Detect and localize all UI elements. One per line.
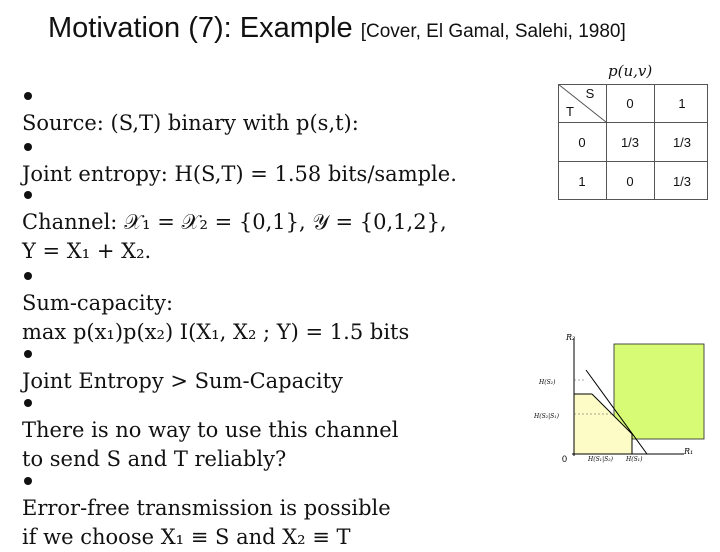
joint-distribution-table xyxy=(558,60,708,210)
bullet-source xyxy=(22,80,359,138)
bullet-dot xyxy=(24,191,32,199)
bullet-line: Sum-capacity: xyxy=(22,291,174,315)
bullet-channel xyxy=(22,179,447,266)
table-cell: 0 xyxy=(626,174,634,189)
rate-region-svg xyxy=(534,328,714,468)
bullet-line: Joint entropy: H(S,T) = 1.58 bits/sample. xyxy=(22,162,457,186)
y-tick: H(S₂) xyxy=(539,379,556,386)
bullet-question xyxy=(22,387,398,474)
bullet-dot xyxy=(24,350,32,358)
y-tick: H(S₂|S₁) xyxy=(534,413,559,420)
table-grid xyxy=(558,84,708,200)
bullet-line: max p(x₁)p(x₂) I(X₁, X₂ ; Y) = 1.5 bits xyxy=(22,320,410,344)
x-axis-label: R₁ xyxy=(684,447,694,456)
y-axis-label: R₂ xyxy=(566,333,576,342)
table-rule xyxy=(558,199,708,200)
row-label: 1 xyxy=(578,174,586,189)
bullet-line: Y = X₁ + X₂. xyxy=(22,239,152,263)
bullet-dot xyxy=(24,92,32,100)
bullet-error-free xyxy=(22,465,391,552)
bullet-dot xyxy=(24,143,32,151)
bullet-line: Source: (S,T) binary with p(s,t): xyxy=(22,111,359,135)
row-label: 0 xyxy=(578,135,586,150)
col-value: 0 xyxy=(626,96,634,111)
bullet-sum-capacity xyxy=(22,260,409,347)
row-header-label: T xyxy=(566,104,574,119)
bullet-line: Error-free transmission is possible xyxy=(22,496,391,520)
title-main: Motivation (7): Example xyxy=(48,12,353,44)
x-tick: H(S₁) xyxy=(626,456,643,463)
table-cell: 1/3 xyxy=(620,135,640,150)
col-value: 1 xyxy=(678,96,686,111)
source-region xyxy=(614,344,704,439)
bullet-line: Joint Entropy > Sum-Capacity xyxy=(22,369,343,393)
bullet-line: Channel: 𝒳₁ = 𝒳₂ = {0,1}, 𝒴 = {0,1,2}, xyxy=(22,210,447,234)
bullet-line: if we choose X₁ ≡ S and X₂ ≡ T xyxy=(22,525,351,549)
origin-label: 0 xyxy=(562,454,568,464)
table-rule xyxy=(707,84,708,200)
table-cell: 1/3 xyxy=(672,174,692,189)
table-caption: p(u,v) xyxy=(608,62,653,80)
slide-title xyxy=(48,12,626,45)
bullet-dot xyxy=(24,477,32,485)
table-rule xyxy=(654,84,655,200)
bullet-line: to send S and T reliably? xyxy=(22,447,287,471)
title-citation: [Cover, El Gamal, Salehi, 1980] xyxy=(360,21,626,42)
table-cell: 1/3 xyxy=(672,135,692,150)
bullet-line: There is no way to use this channel xyxy=(22,418,399,442)
bullet-dot xyxy=(24,272,32,280)
col-header-label: S xyxy=(585,86,595,101)
bullet-dot xyxy=(24,399,32,407)
x-tick: H(S₁|S₂) xyxy=(588,456,613,463)
table-rule xyxy=(558,161,708,162)
rate-region-diagram xyxy=(534,328,714,468)
